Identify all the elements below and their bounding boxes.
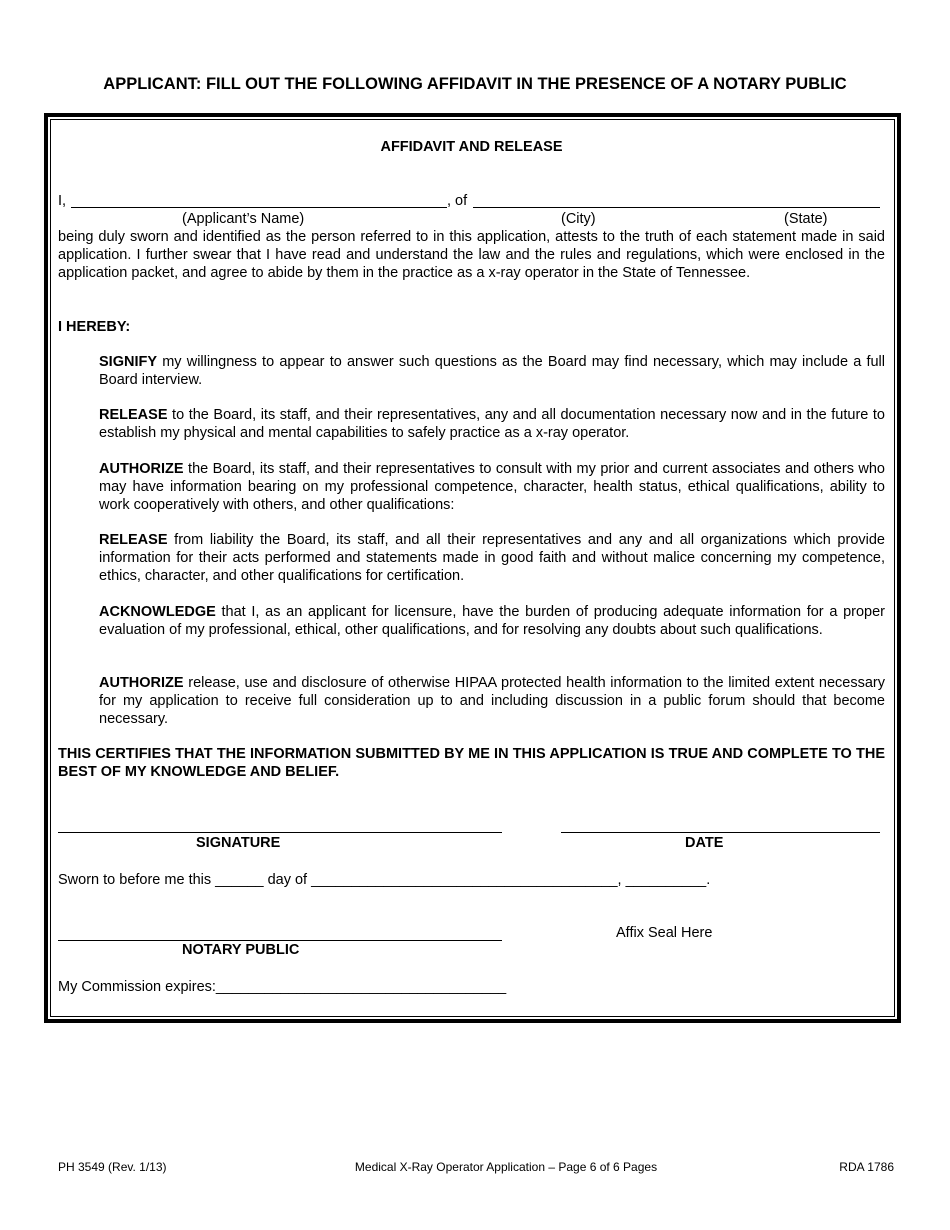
sworn-before-line[interactable]: Sworn to before me this ______ day of ______________________________________, __________. [58,872,711,888]
applicant-name-label: (Applicant’s Name) [182,211,305,227]
clause-text: my willingness to appear to answer such questions as the Board may find necessary, which may include a full Board interview. [99,354,885,388]
clause-release-documentation [99,406,885,442]
city-label: (City) [561,211,596,227]
date-label: DATE [685,835,724,851]
city-state-field[interactable] [473,207,880,208]
signature-field[interactable] [58,832,502,833]
clause-keyword: SIGNIFY [99,354,158,370]
certification-statement: THIS CERTIFIES THAT THE INFORMATION SUBMITTED BY ME IN THIS APPLICATION IS TRUE AND COMPLETE TO THE BEST OF MY KNOWLEDGE AND BELIEF. [58,746,885,780]
affix-seal-label: Affix Seal Here [616,925,713,941]
clause-text: from liability the Board, its staff, and all their representatives and any and all organizations which provide information for their acts performed and statements made in good faith and without malice concerning my competence, ethics, character, and other qualifications for certification. [99,532,885,584]
clause-keyword: RELEASE [99,532,168,548]
rda-number: RDA 1786 [839,1160,894,1174]
clause-keyword: AUTHORIZE [99,461,184,477]
clause-text: release, use and disclosure of otherwise HIPAA protected health information to the limited extent necessary for my application to receive full consideration up to and including discussion in a public forum should that become necessary. [99,675,885,727]
notary-public-label: NOTARY PUBLIC [182,942,300,958]
page-info: Medical X-Ray Operator Application – Page 6 of 6 Pages [354,1160,658,1174]
clause-text: the Board, its staff, and their representatives to consult with my prior and current associates and others who may have information bearing on my professional competence, character, health status, ethical qualifications, ability to work cooperatively with others, and other qualifications: [99,461,885,513]
date-field[interactable] [561,832,880,833]
clause-keyword: RELEASE [99,407,168,423]
affidavit-title: AFFIDAVIT AND RELEASE [380,139,563,155]
signature-label: SIGNATURE [196,835,281,851]
clause-signify [99,353,885,389]
state-label: (State) [784,211,828,227]
page-instruction-heading: APPLICANT: FILL OUT THE FOLLOWING AFFIDAVIT IN THE PRESENCE OF A NOTARY PUBLIC [103,75,847,93]
affidavit-i-prefix: I, [58,193,67,209]
clause-keyword: AUTHORIZE [99,675,184,691]
hereby-heading: I HEREBY: [58,319,131,335]
applicant-name-field[interactable] [71,207,447,208]
clause-text: that I, as an applicant for licensure, have the burden of producing adequate information for a proper evaluation of my professional, ethical, other qualifications, and for resolving any doubts about such qualifications. [99,604,885,638]
clause-authorize-consult [99,460,885,514]
clause-text: to the Board, its staff, and their representatives, any and all documentation necessary now and in the future to establish my physical and mental capabilities to safely practice as a x-ray operator. [99,407,885,441]
commission-expires-line[interactable]: My Commission expires:____________________________________ [58,979,507,995]
affidavit-of-text: , of [447,193,468,209]
affidavit-statement: being duly sworn and identified as the person referred to in this application, attests to the truth of each statement made in said application. I further swear that I have read and understand the law and the rules and regulations, which were enclosed in the application packet, and agree to abide by them in the practice as a x-ray operator in the State of Tennessee. [58,229,885,281]
clause-authorize-hipaa [99,674,885,728]
clause-acknowledge [99,603,885,639]
clause-keyword: ACKNOWLEDGE [99,604,216,620]
clause-release-liability [99,531,885,585]
form-number: PH 3549 (Rev. 1/13) [58,1160,167,1174]
